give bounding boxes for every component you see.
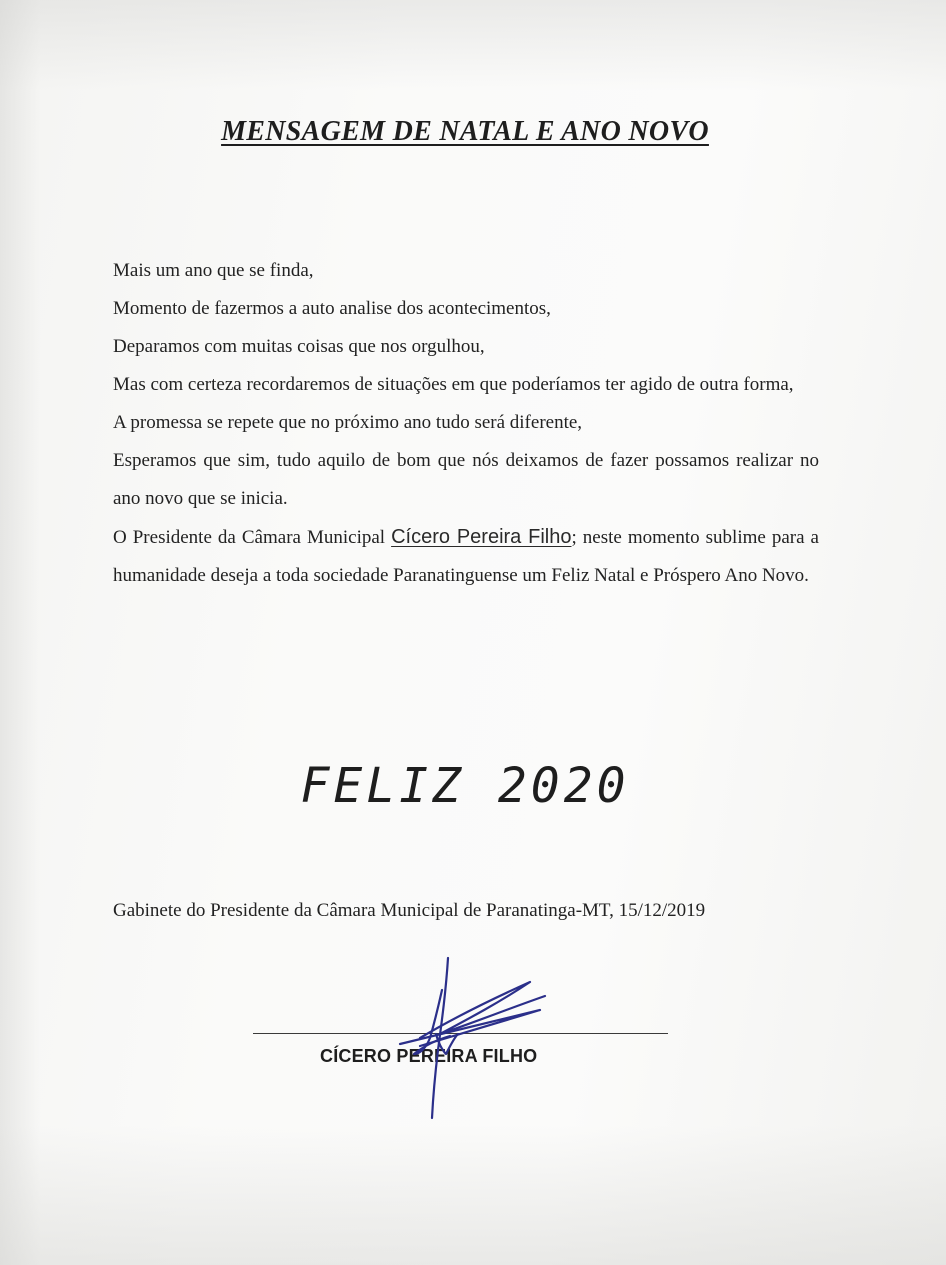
message-line-2: Momento de fazermos a auto analise dos acontecimentos, [113,298,551,319]
message-line-6: Esperamos que sim, tudo aquilo de bom que nós deixamos de fazer possamos realizar no ano novo que se inicia. [113,450,819,509]
message-line-4: Mas com certeza recordaremos de situações em que poderíamos ter agido de outra forma, [113,374,794,395]
signature-stroke [432,958,448,1118]
handwritten-signature [380,950,580,1130]
signature-stroke [414,990,450,1054]
paper-shadow-top [0,0,946,90]
greeting-heading: FELIZ 2020 [300,758,630,814]
signature-line [253,1033,668,1034]
document-title: MENSAGEM DE NATAL E ANO NOVO [221,116,709,147]
paper-shadow-bottom [0,1125,946,1265]
closing-text-start: O Presidente da Câmara Municipal [113,527,392,548]
closing-text-end: ; neste momento sublime para a humanidade deseja a toda sociedade Paranatinguense um Feliz Natal e Próspero Ano Novo. [113,527,819,586]
paper-shadow-left [0,0,40,1265]
message-body [113,252,819,595]
message-line-1: Mais um ano que se finda, [113,260,314,281]
signature-strokes [400,958,545,1118]
footer-place-date: Gabinete do Presidente da Câmara Municipal de Paranatinga-MT, 15/12/2019 [113,900,706,921]
message-line-3: Deparamos com muitas coisas que nos orgulhou, [113,336,485,357]
signer-name: CÍCERO PEREIRA FILHO [320,1046,538,1066]
message-line-5: A promessa se repete que no próximo ano tudo será diferente, [113,412,583,433]
closing-paragraph [113,518,819,595]
signature-stroke [420,982,545,1038]
president-name-inline: Cícero Pereira Filho [391,526,572,548]
signature-stroke [400,1010,540,1046]
